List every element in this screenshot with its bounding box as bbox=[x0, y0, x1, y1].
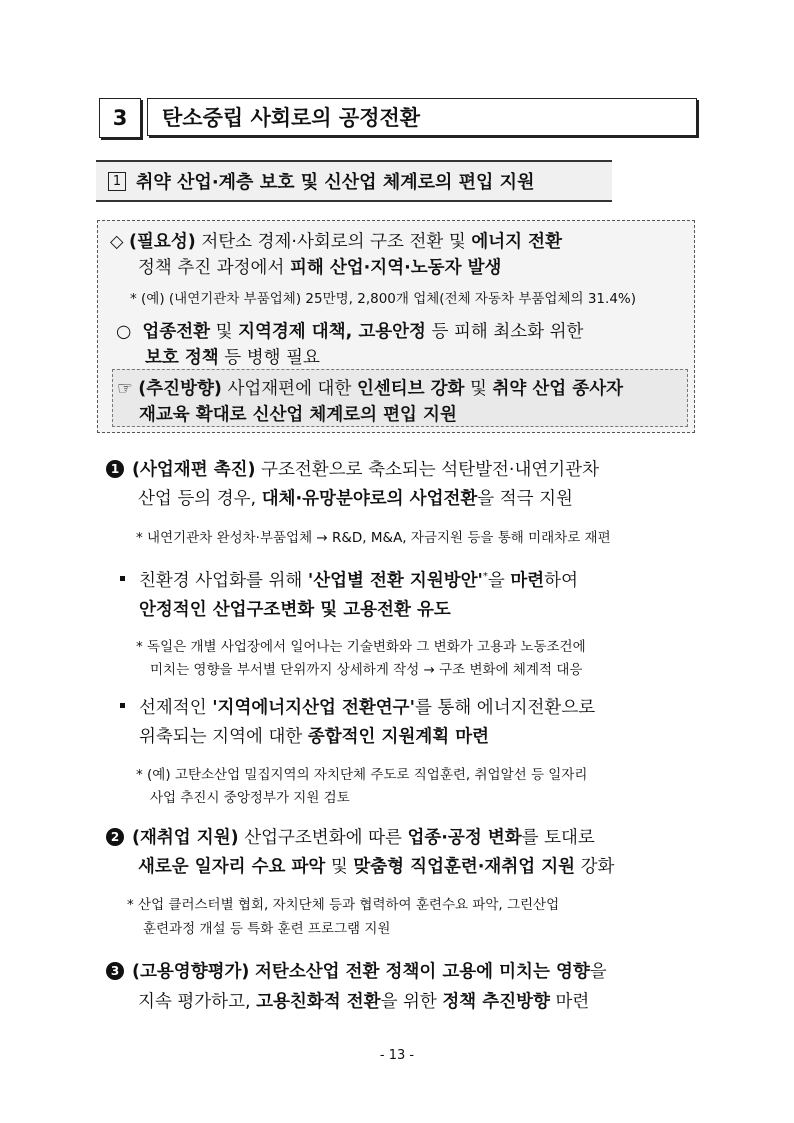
subsection-heading bbox=[96, 160, 612, 202]
item-1-bullet-1-note-1: * 독일은 개별 사업장에서 일어나는 기술변화와 그 변화가 고용과 노동조건에 bbox=[136, 639, 586, 655]
item-1-note: * 내연기관차 완성차·부품업체 → R&D, M&A, 자금지원 등을 통해 미래차로 재편 bbox=[136, 530, 611, 546]
direction-line-2: 재교육 확대로 신산업 체계로의 편입 지원 bbox=[139, 405, 457, 425]
subsection-title: 취약 산업·계층 보호 및 신산업 체계로의 편입 지원 bbox=[136, 172, 535, 193]
section-number: 3 bbox=[99, 98, 141, 138]
subsection-number: 1 bbox=[108, 172, 126, 191]
square-bullet-icon bbox=[120, 703, 125, 708]
item-1-bullet-2-note-1: * (예) 고탄소산업 밀집지역의 자치단체 주도로 직업훈련, 취업알선 등 일자리 bbox=[136, 767, 588, 783]
number-2-icon: 2 bbox=[106, 828, 124, 846]
item-1-bullet-1-note-2: 미치는 영향을 부서별 단위까지 상세하게 작성 → 구조 변화에 체계적 대응 bbox=[150, 662, 583, 678]
item-1-bullet-1-line-1: 친환경 사업화를 위해 '산업별 전환 지원방안'*을 마련하여 bbox=[120, 567, 578, 592]
item-1-line-1: 1 (사업재편 촉진) 구조전환으로 축소되는 석탄발전·내연기관차 bbox=[106, 456, 599, 481]
necessity-line-1: ◇ (필요성) 저탄소 경제·사회로의 구조 전환 및 에너지 전환 bbox=[110, 232, 562, 252]
necessity-o-line-1: ○ 업종전환 및 지역경제 대책, 고용안정 등 피해 최소화 위한 bbox=[116, 322, 584, 342]
square-bullet-icon bbox=[120, 576, 125, 581]
item-1-bullet-2-note-2: 사업 추진시 중앙정부가 지원 검토 bbox=[150, 790, 350, 806]
item-2-note-2: 훈련과정 개설 등 특화 훈련 프로그램 지원 bbox=[143, 921, 391, 937]
item-1-bullet-2-line-2: 위축되는 지역에 대한 종합적인 지원계획 마련 bbox=[139, 727, 490, 747]
item-2-note-1: * 산업 클러스터별 협회, 자치단체 등과 협력하여 훈련수요 파악, 그린산업 bbox=[127, 897, 560, 913]
page-number: - 13 - bbox=[379, 1048, 415, 1063]
item-2-line-1: 2 (재취업 지원) 산업구조변화에 따른 업종·공정 변화를 토대로 bbox=[106, 824, 595, 849]
necessity-o-line-2: 보호 정책 등 병행 필요 bbox=[145, 348, 320, 368]
item-1-line-2: 산업 등의 경우, 대체·유망분야로의 사업전환을 적극 지원 bbox=[138, 489, 573, 509]
pointing-hand-icon: ☞ bbox=[117, 379, 133, 399]
item-1-bullet-1-line-2: 안정적인 산업구조변화 및 고용전환 유도 bbox=[139, 600, 451, 620]
direction-line-1: ☞ (추진방향) 사업재편에 대한 인센티브 강화 및 취약 산업 종사자 bbox=[117, 379, 624, 399]
number-3-icon: 3 bbox=[106, 962, 124, 980]
number-1-icon: 1 bbox=[106, 460, 124, 478]
item-3-line-2: 지속 평가하고, 고용친화적 전환을 위한 정책 추진방향 마련 bbox=[138, 992, 590, 1012]
item-3-line-1: 3 (고용영향평가) 저탄소산업 전환 정책이 고용에 미치는 영향을 bbox=[106, 958, 607, 983]
item-1-bullet-2-line-1: 선제적인 '지역에너지산업 전환연구'를 통해 에너지전환으로 bbox=[120, 694, 595, 719]
section-title: 탄소중립 사회로의 공정전환 bbox=[147, 98, 697, 136]
necessity-note: * (예) (내연기관차 부품업체) 25만명, 2,800개 업체(전체 자동차 부품업체의 31.4%) bbox=[130, 291, 637, 307]
necessity-line-2: 정책 추진 과정에서 피해 산업·지역·노동자 발생 bbox=[138, 258, 502, 278]
item-2-line-2: 새로운 일자리 수요 파악 및 맞춤형 직업훈련·재취업 지원 강화 bbox=[138, 857, 615, 877]
